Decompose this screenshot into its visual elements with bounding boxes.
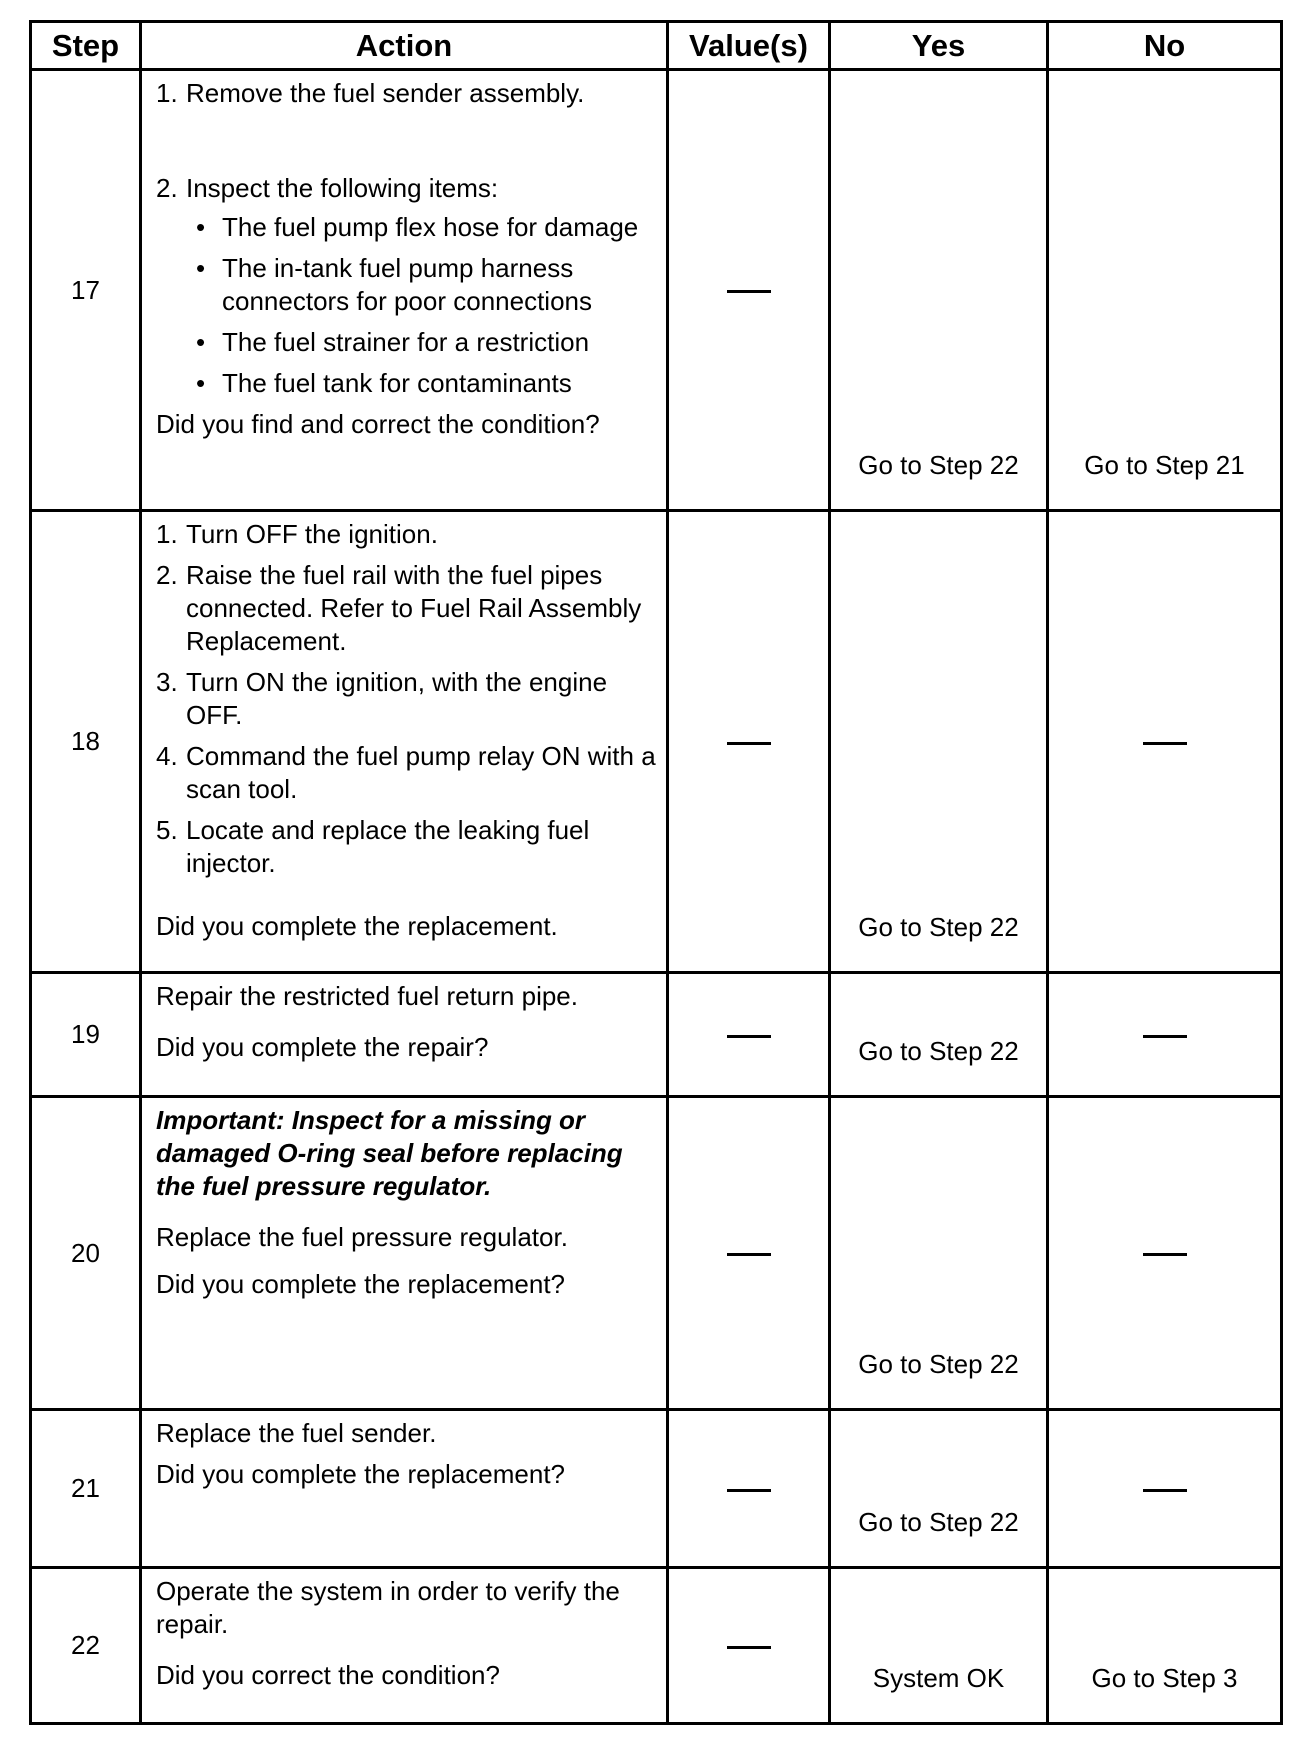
action-question: Did you complete the replacement. — [156, 911, 558, 941]
action-cell — [141, 511, 668, 973]
table-row-step-18 — [31, 511, 1282, 973]
no-cell — [1048, 1410, 1282, 1568]
no-cell: Go to Step 3 — [1048, 1568, 1282, 1724]
no-cell — [1048, 973, 1282, 1097]
dash-mark — [1143, 1489, 1187, 1492]
bullet-item: • The fuel pump flex hose for damage — [196, 212, 639, 242]
bullet-item: • The fuel tank for contaminants — [196, 368, 572, 398]
action-text: Repair the restricted fuel return pipe. — [156, 981, 578, 1011]
dash-mark — [1143, 1253, 1187, 1256]
dash-mark — [1143, 1035, 1187, 1038]
important-note: Important: Inspect for a missing or damaged O-ring seal before replacing the fuel pressure regulator. — [156, 1105, 623, 1201]
diagnostic-table — [29, 20, 1283, 1725]
table-row-step-20 — [31, 1097, 1282, 1410]
value-cell — [668, 70, 830, 511]
action-list — [156, 518, 656, 880]
action-question: Did you complete the replacement? — [156, 1459, 566, 1489]
table-row-step-17 — [31, 70, 1282, 511]
yes-cell: Go to Step 22 — [830, 973, 1048, 1097]
header-row — [31, 22, 1282, 70]
action-cell — [141, 70, 668, 511]
action-item: 2. Raise the fuel rail with the fuel pipes connected. Refer to Fuel Rail Assembly Replacement. — [156, 560, 642, 656]
action-cell — [141, 1410, 668, 1568]
dash-mark — [1143, 742, 1187, 745]
no-cell: Go to Step 21 — [1048, 70, 1282, 511]
step-number: 17 — [31, 70, 141, 511]
dash-mark — [727, 742, 771, 745]
yes-cell: Go to Step 22 — [830, 70, 1048, 511]
dash-mark — [727, 1253, 771, 1256]
action-question: Did you find and correct the condition? — [156, 409, 600, 439]
header-step: Step — [31, 22, 141, 70]
value-cell — [668, 511, 830, 973]
dash-mark — [727, 1035, 771, 1038]
no-cell — [1048, 511, 1282, 973]
action-item: 2. Inspect the following items: — [156, 173, 499, 203]
header-yes: Yes — [830, 22, 1048, 70]
dash-mark — [727, 1646, 771, 1649]
yes-cell: Go to Step 22 — [830, 511, 1048, 973]
action-text: Replace the fuel sender. — [156, 1418, 437, 1448]
action-item: 1. Remove the fuel sender assembly. — [156, 78, 585, 108]
dash-mark — [727, 290, 771, 293]
action-question: Did you complete the repair? — [156, 1032, 489, 1062]
step-number: 19 — [31, 973, 141, 1097]
action-item: 3. Turn ON the ignition, with the engine OFF. — [156, 667, 608, 730]
no-cell — [1048, 1097, 1282, 1410]
step-number: 22 — [31, 1568, 141, 1724]
yes-cell: System OK — [830, 1568, 1048, 1724]
header-values: Value(s) — [668, 22, 830, 70]
action-item: 4. Command the fuel pump relay ON with a scan tool. — [156, 741, 656, 804]
action-list — [156, 77, 656, 205]
bullet-item: • The fuel strainer for a restriction — [196, 327, 590, 357]
value-cell — [668, 973, 830, 1097]
action-cell — [141, 1097, 668, 1410]
bullet-item: • The in-tank fuel pump harness connectors for poor connections — [196, 253, 592, 316]
action-item: 1. Turn OFF the ignition. — [156, 519, 438, 549]
yes-cell: Go to Step 22 — [830, 1410, 1048, 1568]
step-number: 18 — [31, 511, 141, 973]
step-number: 21 — [31, 1410, 141, 1568]
header-action: Action — [141, 22, 668, 70]
value-cell — [668, 1097, 830, 1410]
dash-mark — [727, 1489, 771, 1492]
action-question: Did you complete the replacement? — [156, 1269, 566, 1299]
action-text: Replace the fuel pressure regulator. — [156, 1222, 568, 1252]
value-cell — [668, 1410, 830, 1568]
step-number: 20 — [31, 1097, 141, 1410]
action-cell — [141, 1568, 668, 1724]
action-question: Did you correct the condition? — [156, 1660, 500, 1690]
table-row-step-22 — [31, 1568, 1282, 1724]
action-text: Operate the system in order to verify the repair. — [156, 1576, 620, 1639]
action-cell — [141, 973, 668, 1097]
value-cell — [668, 1568, 830, 1724]
header-no: No — [1048, 22, 1282, 70]
yes-cell: Go to Step 22 — [830, 1097, 1048, 1410]
inspection-list — [156, 211, 656, 400]
action-item: 5. Locate and replace the leaking fuel injector. — [156, 815, 590, 878]
table-row-step-21 — [31, 1410, 1282, 1568]
table-row-step-19 — [31, 973, 1282, 1097]
